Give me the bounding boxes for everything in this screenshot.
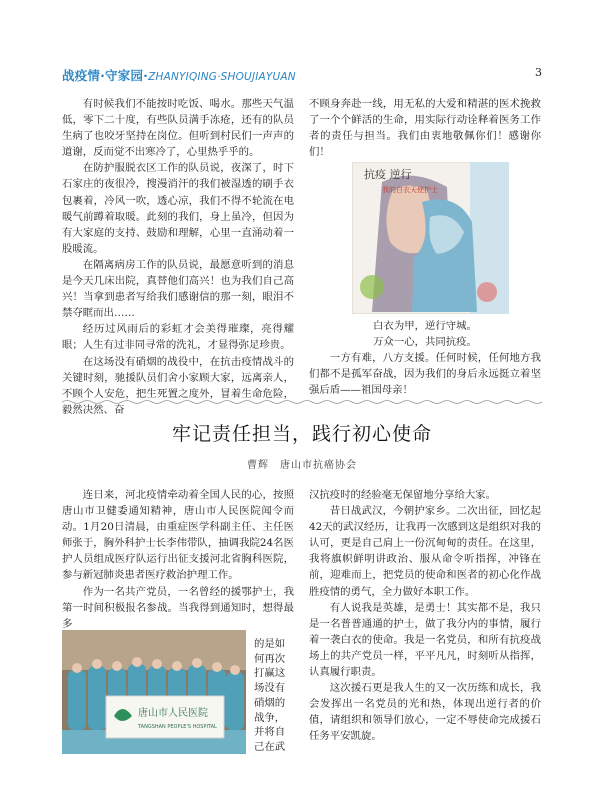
header-title [62, 66, 296, 84]
bottom-left-column [62, 487, 294, 632]
article-byline: 曹辉 唐山市抗癌协会 [247, 460, 357, 471]
paragraph: 作为一名共产党员，一名曾经的援鄂护士，我第一时间积极报名参战。当我得到通知时，想得最多 [62, 585, 294, 630]
top-right-closing [309, 350, 541, 398]
paragraph: 在隔离病房工作的队员说，最愿意听到的消息是今天几床出院，真替他们高兴！也为我们自己高兴！当拿到患者写给我们感谢信的那一刻，眼泪不禁夺眶而出…… [62, 258, 294, 320]
banner-subtext: TANGSHAN PEOPLE'S HOSPITAL [138, 724, 217, 730]
drawing-poster-icon [352, 162, 509, 314]
section-divider [62, 399, 542, 405]
paragraph: 经历过风雨后的彩虹才会美得璀璨，亮得耀眼；人生有过非同寻常的洗礼，才显得弥足珍贵。 [62, 323, 294, 352]
paragraph: 连日来，河北疫情牵动着全国人民的心，按照唐山市卫健委通知精神，唐山市人民医院闻令而动。1月20日清晨，由重症医学科副主任、主任医师张于，胸外科护士长李伟带队，抽调我院24名医护人员组成医疗队运行出征支援河北省胸科医院，参与新冠肺炎患者医疗救治护理工作。 [62, 489, 294, 582]
header-title-chinese: 战疫情·守家园· [62, 68, 149, 83]
paragraph: 不顾身奔赴一线，用无私的大爱和精湛的医术挽救了一个个鲜活的生命，用实际行动诠释着医务工作者的责任与担当。我们由衷地敬佩你们！感谢你们！ [309, 98, 541, 159]
drawing-text-2: 我的白衣天使护士 [382, 186, 438, 194]
banner-text: 唐山市人民医院 [138, 708, 208, 719]
paragraph: 这次援石更是我人生的又一次历练和成长，我会发挥出一名党员的光和热，体现出逆行者的价值，请组织和领导们放心，一定不辱使命完成援石任务平安凯旋。 [309, 682, 541, 743]
paragraph: 有人说我是英雄，是勇士！其实都不是，我只是一名普普通通的护士，做了我分内的事情，履行着一袭白衣的使命。我是一名党员，和所有抗疫战场上的共产党员一样，平平凡凡，时刻听从指挥，认真履行职责。 [309, 601, 541, 679]
drawing-caption-1: 白衣为甲，逆行守城。 [373, 320, 477, 332]
paragraph: 昔日战武汉，今朝护家乡。二次出征，回忆起42天的武汉经历，让我再一次感到这是组织对我的认可，更是自己肩上一份沉甸甸的责任。在这里，我将旗帜鲜明讲政治、服从命令听指挥，冲锋在前，迎难而上，把党员的使命和医者的初心化作战胜疫情的勇气，全力做好本职工作。 [309, 505, 541, 598]
paragraph: 汉抗疫时的经验毫无保留地分享给大家。 [309, 489, 497, 501]
bottom-right-column [309, 487, 541, 745]
paragraph: 一方有难，八方支援。任何时候，任何地方我们都不是孤军奋战，因为我们的身后永远挺立着坚强后盾——祖国母亲！ [309, 352, 541, 397]
drawing-caption-2: 万众一心，共同抗疫。 [373, 336, 477, 348]
page-number: 3 [535, 66, 542, 79]
top-right-column [309, 96, 541, 160]
paragraph: 的是如何再次打赢这场没有硝烟的战争，并将自己在武 [254, 638, 286, 753]
top-left-column [62, 96, 294, 418]
header-title-pinyin: ZHANYIQING·SHOUJIAYUAN [148, 71, 296, 83]
paragraph: 在防护服脱衣区工作的队员说，夜深了，时下石家庄的夜很冷，搜漫消汗的我们被湿透的刷手衣包裹着，冷风一吹，透心凉，我们不得不轮流在电暖气前蹲着取暖。此刻的我们，身上虽冷，但因为有大家庭的支持、鼓励和理解，心里一直涌动着一股暖流。 [62, 162, 294, 255]
group-photo-icon [62, 630, 246, 754]
article-title: 牢记责任担当，践行初心使命 [171, 423, 432, 445]
paragraph: 有时候我们不能按时吃饭、喝水。那些天气温低，零下二十度，有些队员满手冻疮，还有的队员生病了也咬牙坚持在岗位。但听到村民们一声声的道谢，反而觉不出寒冷了，心里热乎乎的。 [62, 98, 294, 159]
page-header [62, 66, 542, 84]
paragraph: 在这场没有硝烟的战役中，在抗击疫情战斗的关键时刻，驰援队员们舍小家顾大家，远离亲人，不顾个人安危，把生死置之度外，冒着生命危险，毅然决然、奋 [62, 355, 294, 416]
bottom-left-narrow-text [254, 637, 294, 755]
drawing-text-1: 抗疫 逆行 [364, 168, 412, 181]
